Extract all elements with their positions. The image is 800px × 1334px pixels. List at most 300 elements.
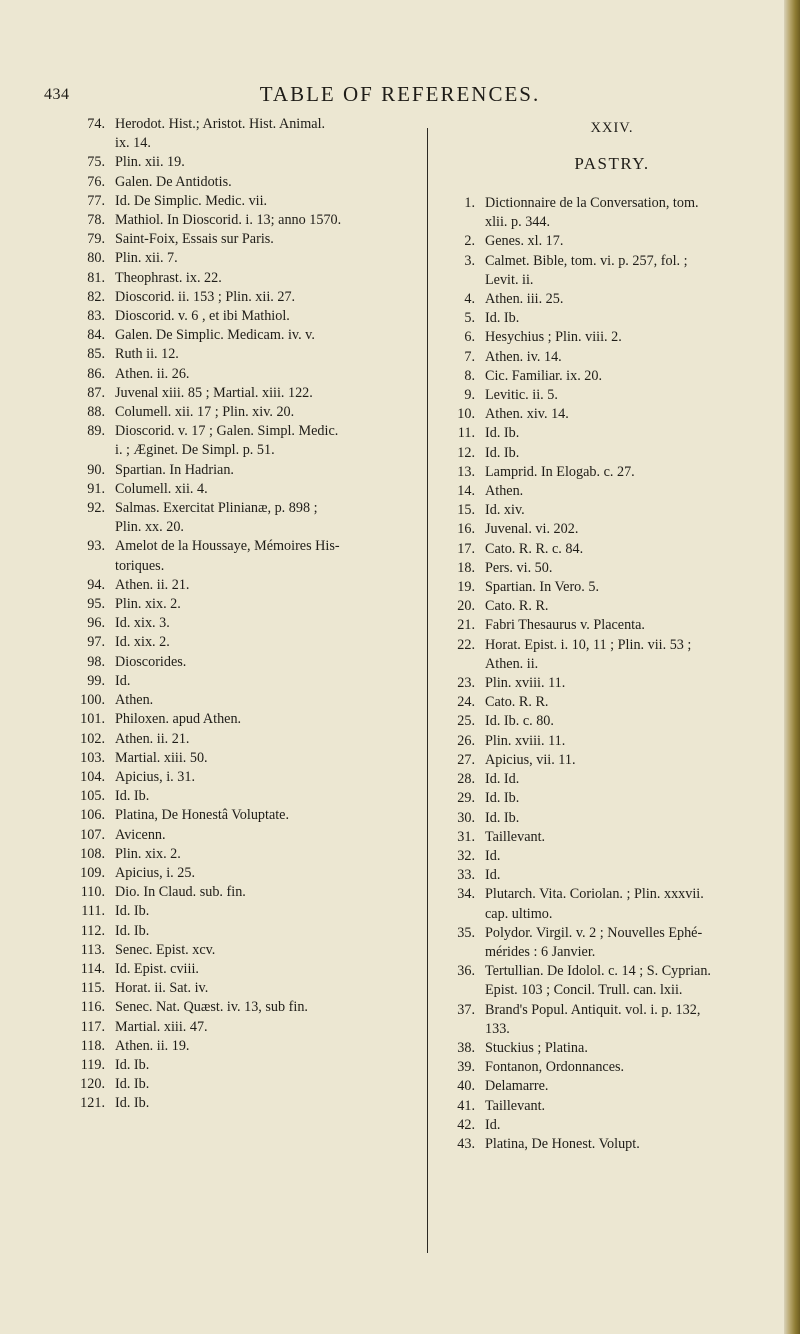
reference-entry (442, 1039, 782, 1058)
reference-line: Fontanon, Ordonnances. (485, 1059, 625, 1076)
reference-text (115, 480, 420, 499)
reference-line: Hesychius ; Plin. viii. 2. (485, 329, 622, 346)
reference-line: Philoxen. apud Athen. (115, 711, 242, 728)
reference-line: Fabri Thesaurus v. Placenta. (485, 617, 645, 634)
reference-entry (72, 1037, 420, 1056)
reference-text (485, 1135, 782, 1154)
reference-entry (72, 902, 420, 921)
reference-number: 94. (87, 576, 105, 593)
reference-text (115, 787, 420, 806)
reference-line: Id. Id. (485, 771, 520, 788)
reference-line: Athen. (115, 692, 154, 709)
reference-text (485, 1116, 782, 1135)
reference-number: 102. (80, 730, 105, 747)
reference-text (485, 1077, 782, 1096)
reference-text (485, 770, 782, 789)
reference-line: Salmas. Exercitat Plinianæ, p. 898 ; (115, 500, 318, 517)
reference-entry (72, 1075, 420, 1094)
reference-text (485, 405, 782, 424)
reference-text (485, 616, 782, 635)
reference-entry (72, 173, 420, 192)
reference-line: Columell. xii. 4. (115, 480, 208, 497)
reference-entry (72, 345, 420, 364)
reference-entry (442, 232, 782, 251)
reference-number: 111. (81, 903, 105, 920)
reference-line: Galen. De Simplic. Medicam. iv. v. (115, 327, 315, 344)
reference-number: 81. (87, 269, 105, 286)
reference-text (485, 386, 782, 405)
reference-line: Juvenal xiii. 85 ; Martial. xiii. 122. (115, 384, 313, 401)
reference-line: Plutarch. Vita. Coriolan. ; Plin. xxxvii. (485, 886, 704, 903)
reference-text (115, 595, 420, 614)
reference-line: Id. xix. 2. (115, 634, 170, 651)
reference-number: 116. (80, 999, 105, 1016)
reference-line: Id. Ib. (115, 922, 150, 939)
reference-text (115, 192, 420, 211)
reference-number: 12. (457, 444, 475, 461)
reference-entry (72, 633, 420, 652)
reference-line: Id. xiv. (485, 502, 525, 519)
reference-line: Epist. 103 ; Concil. Trull. can. lxii. (485, 982, 683, 999)
reference-entry (72, 365, 420, 384)
reference-number: 1. (464, 195, 475, 211)
reference-entry (442, 597, 782, 616)
reference-text (115, 768, 420, 787)
reference-number: 43. (457, 1135, 475, 1152)
reference-line: Stuckius ; Platina. (485, 1039, 588, 1056)
reference-number: 96. (87, 615, 105, 632)
reference-number: 19. (457, 579, 475, 596)
reference-number: 14. (457, 483, 475, 500)
reference-number: 80. (87, 250, 105, 267)
reference-line: Theophrast. ix. 22. (115, 269, 222, 286)
reference-text (485, 1039, 782, 1058)
reference-number: 103. (80, 749, 105, 766)
reference-text (115, 269, 420, 288)
reference-entry (442, 482, 782, 501)
reference-number: 114. (80, 960, 105, 977)
reference-text (115, 345, 420, 364)
reference-text (115, 864, 420, 883)
reference-number: 98. (87, 653, 105, 670)
reference-number: 87. (87, 384, 105, 401)
reference-number: 40. (457, 1078, 475, 1095)
reference-line: Athen. xiv. 14. (485, 406, 569, 423)
reference-entry (442, 520, 782, 539)
reference-text (115, 461, 420, 480)
reference-number: 76. (87, 173, 105, 190)
reference-number: 39. (457, 1059, 475, 1076)
reference-line: Amelot de la Houssaye, Mémoires His- (115, 538, 340, 555)
reference-text (485, 578, 782, 597)
reference-entry (72, 153, 420, 172)
reference-entry (72, 211, 420, 230)
reference-entry (442, 962, 782, 1000)
reference-text (485, 885, 782, 923)
reference-entry (72, 960, 420, 979)
reference-entry (72, 1018, 420, 1037)
reference-entry (72, 403, 420, 422)
reference-line: Polydor. Virgil. v. 2 ; Nouvelles Ephé- (485, 924, 703, 941)
reference-entry (442, 290, 782, 309)
reference-number: 105. (80, 788, 105, 805)
reference-text (115, 710, 420, 729)
reference-entry (72, 864, 420, 883)
reference-number: 32. (457, 847, 475, 864)
reference-line: ix. 14. (115, 135, 151, 152)
reference-line: Id. (485, 847, 501, 864)
section-title: PASTRY. (574, 154, 650, 173)
reference-number: 84. (87, 327, 105, 344)
reference-number: 3. (464, 252, 475, 269)
reference-entry (442, 770, 782, 789)
reference-number: 34. (457, 886, 475, 903)
reference-number: 77. (87, 192, 105, 209)
reference-number: 27. (457, 751, 475, 768)
reference-line: Lamprid. In Elogab. c. 27. (485, 463, 635, 480)
reference-text (115, 883, 420, 902)
reference-entry (442, 885, 782, 923)
reference-number: 104. (80, 768, 105, 785)
reference-text (115, 672, 420, 691)
reference-number: 88. (87, 404, 105, 421)
reference-line: Brand's Popul. Antiquit. vol. i. p. 132, (485, 1001, 701, 1018)
reference-number: 79. (87, 231, 105, 248)
reference-text (115, 537, 420, 575)
reference-entry (442, 1135, 782, 1154)
reference-entry (72, 384, 420, 403)
reference-entry (442, 674, 782, 693)
reference-number: 74. (87, 116, 105, 132)
reference-entry (72, 730, 420, 749)
reference-text (485, 482, 782, 501)
reference-number: 92. (87, 500, 105, 517)
reference-entry (442, 424, 782, 443)
reference-entry (72, 230, 420, 249)
reference-line: Id. Ib. (115, 903, 150, 920)
reference-text (115, 230, 420, 249)
reference-text (115, 499, 420, 537)
reference-line: Athen. ii. (485, 655, 539, 672)
reference-text (115, 1018, 420, 1037)
reference-text (485, 751, 782, 770)
reference-entry (72, 941, 420, 960)
reference-number: 41. (457, 1097, 475, 1114)
section-number: XXIV. (590, 120, 634, 136)
reference-list-left (72, 115, 420, 1114)
reference-entry (72, 537, 420, 575)
reference-number: 90. (87, 461, 105, 478)
reference-line: Genes. xl. 17. (485, 233, 564, 250)
reference-number: 108. (80, 845, 105, 862)
reference-text (485, 424, 782, 443)
reference-entry (442, 1097, 782, 1116)
reference-text (115, 403, 420, 422)
running-title: TABLE OF REFERENCES. (259, 82, 541, 106)
reference-entry (442, 616, 782, 635)
reference-number: 38. (457, 1039, 475, 1056)
reference-entry (442, 712, 782, 731)
reference-line: Plin. xviii. 11. (485, 732, 566, 749)
reference-number: 78. (87, 212, 105, 229)
reference-entry (72, 883, 420, 902)
reference-text (485, 367, 782, 386)
reference-text (115, 307, 420, 326)
reference-number: 31. (457, 828, 475, 845)
reference-entry (442, 501, 782, 520)
reference-text (485, 1001, 782, 1039)
reference-number: 95. (87, 596, 105, 613)
reference-text (115, 249, 420, 268)
reference-entry (72, 979, 420, 998)
reference-line: Plin. xii. 19. (115, 154, 185, 171)
reference-line: Columell. xii. 17 ; Plin. xiv. 20. (115, 404, 295, 421)
reference-number: 20. (457, 598, 475, 615)
reference-number: 21. (457, 617, 475, 634)
reference-text (485, 924, 782, 962)
reference-text (485, 732, 782, 751)
reference-number: 25. (457, 713, 475, 730)
reference-line: Taillevant. (485, 1097, 546, 1114)
reference-text (115, 749, 420, 768)
reference-entry (442, 693, 782, 712)
reference-line: Taillevant. (485, 828, 546, 845)
reference-line: Plin. xii. 7. (115, 250, 178, 267)
pastry-references (442, 194, 782, 1154)
reference-text (485, 194, 782, 232)
reference-entry (72, 499, 420, 537)
reference-text (485, 463, 782, 482)
page-edge (784, 0, 800, 1334)
reference-line: Horat. Epist. i. 10, 11 ; Plin. vii. 53 ; (485, 636, 692, 653)
reference-entry (442, 540, 782, 559)
reference-text (115, 384, 420, 403)
reference-entry (442, 847, 782, 866)
reference-line: Id. Ib. (485, 444, 520, 461)
reference-entry (72, 672, 420, 691)
reference-text (485, 1058, 782, 1077)
reference-entry (72, 422, 420, 460)
reference-text (115, 422, 420, 460)
reference-text (115, 941, 420, 960)
reference-line: Id. Ib. (485, 425, 520, 442)
reference-text (485, 712, 782, 731)
reference-number: 24. (457, 694, 475, 711)
reference-number: 117. (80, 1018, 105, 1035)
reference-text (485, 290, 782, 309)
reference-entry (72, 461, 420, 480)
reference-number: 99. (87, 672, 105, 689)
reference-number: 93. (87, 538, 105, 555)
reference-number: 89. (87, 423, 105, 440)
reference-number: 97. (87, 634, 105, 651)
reference-entry (72, 826, 420, 845)
reference-line: Plin. xix. 2. (115, 845, 181, 862)
reference-entry (442, 751, 782, 770)
reference-line: Id. Ib. (485, 809, 520, 826)
reference-text (115, 326, 420, 345)
reference-line: Delamarre. (485, 1078, 549, 1095)
reference-number: 83. (87, 308, 105, 325)
reference-line: Cato. R. R. (485, 598, 549, 615)
reference-entry (72, 768, 420, 787)
reference-number: 119. (80, 1056, 105, 1073)
reference-entry (442, 828, 782, 847)
reference-entry (442, 1077, 782, 1096)
reference-text (485, 962, 782, 1000)
reference-text (485, 809, 782, 828)
reference-line: Athen. (485, 483, 524, 500)
reference-line: Athen. iv. 14. (485, 348, 562, 365)
reference-number: 75. (87, 154, 105, 171)
reference-entry (72, 787, 420, 806)
reference-line: Id. De Simplic. Medic. vii. (115, 192, 268, 209)
reference-number: 10. (457, 406, 475, 423)
reference-entry (72, 691, 420, 710)
reference-entry (72, 614, 420, 633)
reference-text (115, 1037, 420, 1056)
reference-entry (442, 463, 782, 482)
reference-line: Ruth ii. 12. (115, 346, 179, 363)
reference-line: Athen. ii. 19. (115, 1037, 190, 1054)
reference-line: Dioscorid. v. 6 , et ibi Mathiol. (115, 308, 290, 325)
reference-line: Cic. Familiar. ix. 20. (485, 367, 603, 384)
reference-line: Id. Ib. (115, 1076, 150, 1093)
reference-entry (72, 653, 420, 672)
reference-number: 2. (464, 233, 475, 250)
reference-number: 17. (457, 540, 475, 557)
reference-text (485, 674, 782, 693)
reference-number: 91. (87, 480, 105, 497)
reference-line: Spartian. In Hadrian. (115, 461, 234, 478)
reference-line: Id. Ib. (115, 1095, 150, 1112)
reference-entry (72, 806, 420, 825)
reference-line: Herodot. Hist.; Aristot. Hist. Animal. (115, 116, 326, 132)
reference-entry (72, 749, 420, 768)
reference-number: 26. (457, 732, 475, 749)
reference-line: Id. Ib. (115, 788, 150, 805)
reference-text (115, 806, 420, 825)
reference-line: Saint-Foix, Essais sur Paris. (115, 231, 274, 248)
reference-entry (442, 405, 782, 424)
reference-entry (72, 115, 420, 153)
reference-line: Senec. Nat. Quæst. iv. 13, sub fin. (115, 999, 308, 1016)
reference-entry (442, 386, 782, 405)
reference-number: 30. (457, 809, 475, 826)
reference-number: 113. (80, 941, 105, 958)
reference-entry (442, 809, 782, 828)
reference-text (485, 232, 782, 251)
reference-entry (72, 249, 420, 268)
reference-text (115, 576, 420, 595)
reference-entry (442, 444, 782, 463)
reference-entry (442, 732, 782, 751)
page-number: 434 (44, 86, 70, 103)
reference-line: Martial. xiii. 47. (115, 1018, 208, 1035)
reference-number: 37. (457, 1001, 475, 1018)
reference-number: 15. (457, 502, 475, 519)
reference-line: Levit. ii. (485, 271, 534, 288)
reference-number: 5. (464, 310, 475, 327)
reference-line: Dioscorid. v. 17 ; Galen. Simpl. Medic. (115, 423, 339, 440)
reference-text (115, 1075, 420, 1094)
reference-line: Id. Ib. (115, 1056, 150, 1073)
reference-entry (72, 307, 420, 326)
reference-text (115, 1056, 420, 1075)
reference-text (485, 789, 782, 808)
reference-number: 115. (80, 980, 105, 997)
reference-line: Pers. vi. 50. (485, 559, 553, 576)
reference-line: Galen. De Antidotis. (115, 173, 232, 190)
reference-entry (72, 480, 420, 499)
reference-text (485, 540, 782, 559)
reference-number: 29. (457, 790, 475, 807)
reference-text (115, 730, 420, 749)
reference-entry (442, 348, 782, 367)
reference-line: Dioscorid. ii. 153 ; Plin. xii. 27. (115, 288, 296, 305)
reference-line: mérides : 6 Janvier. (485, 943, 596, 960)
reference-line: Plin. xviii. 11. (485, 675, 566, 692)
reference-line: Dictionnaire de la Conversation, tom. (485, 195, 699, 211)
reference-line: Horat. ii. Sat. iv. (115, 980, 209, 997)
reference-line: Spartian. In Vero. 5. (485, 579, 600, 596)
reference-entry (442, 789, 782, 808)
reference-text (485, 559, 782, 578)
reference-line: Tertullian. De Idolol. c. 14 ; S. Cyprian. (485, 963, 711, 980)
reference-line: Senec. Epist. xcv. (115, 941, 216, 958)
reference-number: 82. (87, 288, 105, 305)
reference-line: Id. Ib. c. 80. (485, 713, 554, 730)
reference-line: Levitic. ii. 5. (485, 387, 558, 404)
reference-text (115, 691, 420, 710)
reference-text (115, 960, 420, 979)
reference-line: Id. (115, 672, 131, 689)
reference-line: Platina, De Honestâ Voluptate. (115, 807, 290, 824)
reference-entry (72, 192, 420, 211)
reference-line: Apicius, i. 25. (115, 864, 195, 881)
reference-text (485, 828, 782, 847)
reference-text (485, 597, 782, 616)
reference-line: Dio. In Claud. sub. fin. (115, 884, 246, 901)
column-divider (427, 128, 428, 1253)
reference-entry (72, 288, 420, 307)
reference-number: 100. (80, 692, 105, 709)
reference-line: 133. (485, 1020, 510, 1037)
reference-text (485, 866, 782, 885)
reference-line: Athen. ii. 21. (115, 730, 190, 747)
reference-line: Id. (485, 867, 501, 884)
reference-text (485, 348, 782, 367)
reference-text (485, 520, 782, 539)
reference-entry (442, 1058, 782, 1077)
reference-text (115, 365, 420, 384)
reference-text (485, 1097, 782, 1116)
reference-number: 6. (464, 329, 475, 346)
reference-number: 86. (87, 365, 105, 382)
reference-number: 121. (80, 1095, 105, 1112)
reference-entry (72, 269, 420, 288)
reference-number: 101. (80, 711, 105, 728)
reference-line: Apicius, i. 31. (115, 768, 195, 785)
reference-text (115, 153, 420, 172)
reference-number: 7. (464, 348, 475, 365)
reference-line: Id. Ib. (485, 310, 520, 327)
reference-number: 23. (457, 675, 475, 692)
reference-text (115, 173, 420, 192)
reference-text (115, 902, 420, 921)
reference-entry (442, 252, 782, 290)
reference-number: 112. (80, 922, 105, 939)
